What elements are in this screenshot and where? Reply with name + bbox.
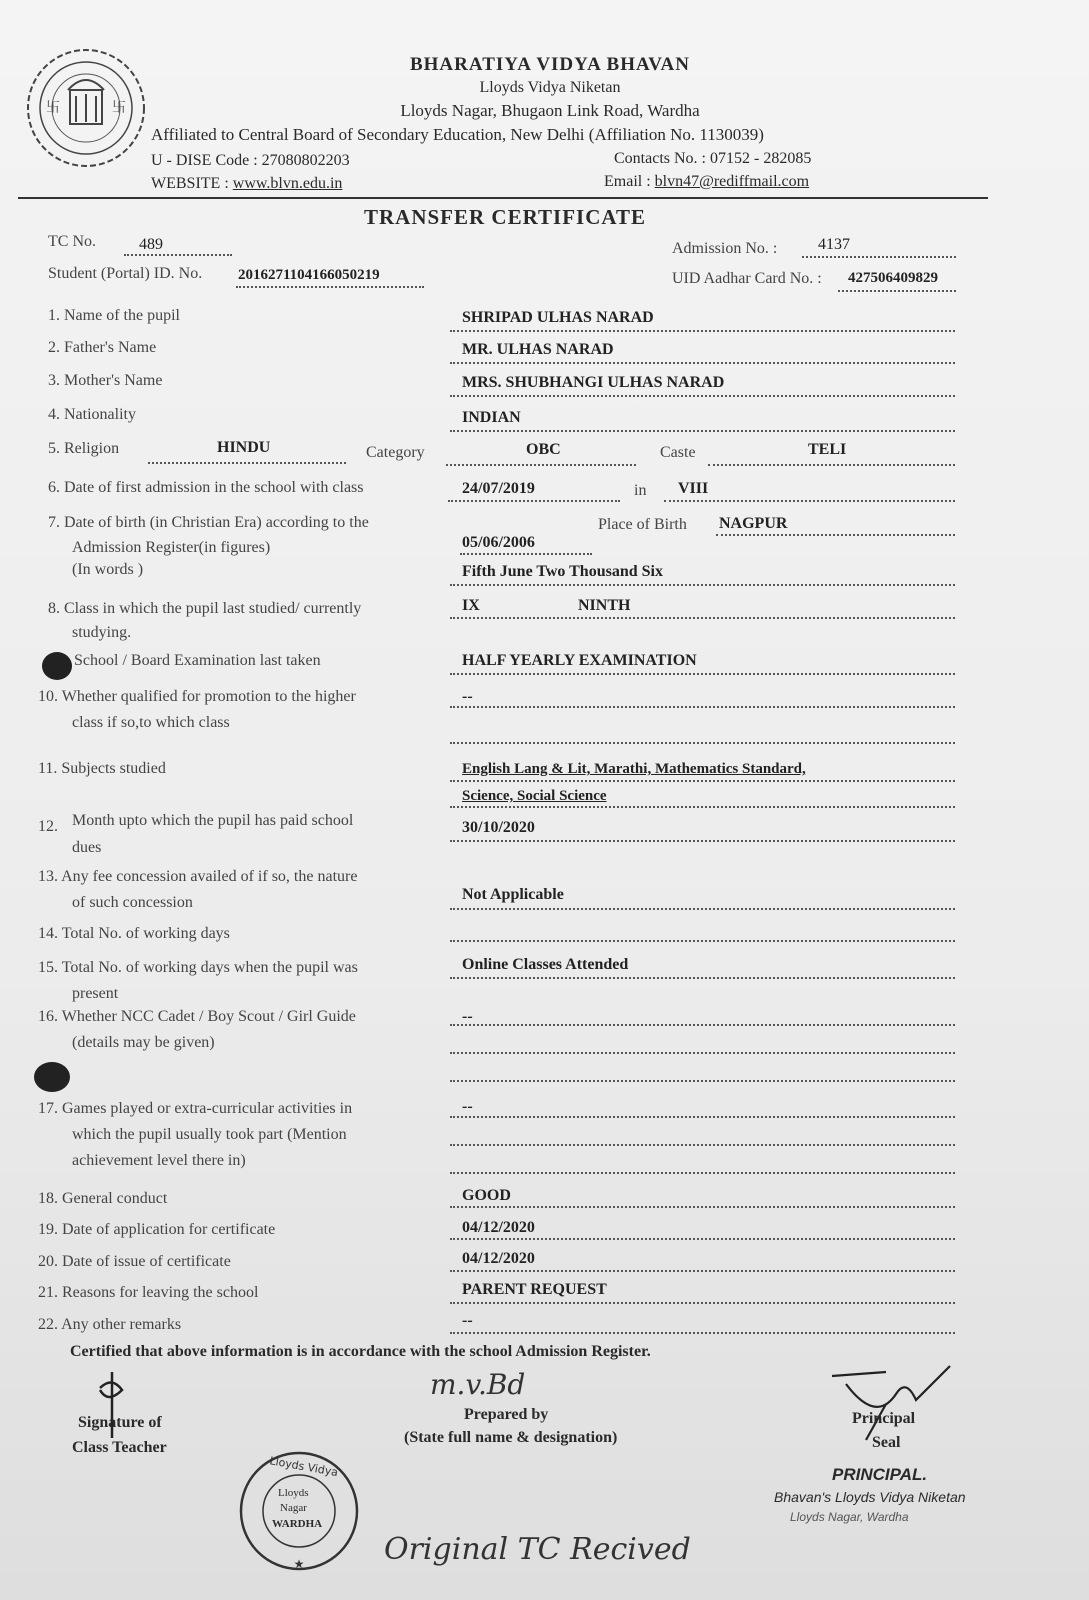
row-12-label-b: dues [72,839,102,856]
website-label: WEBSITE : [151,175,229,192]
games-value: -- [462,1098,473,1115]
class-teacher-label-a: Signature of [78,1414,162,1431]
row-15-label-b: present [72,985,119,1002]
row-15-label-a: 15. Total No. of working days when the pupil was [38,959,358,976]
fee-concession: Not Applicable [462,886,564,903]
issue-date: 04/12/2020 [462,1250,535,1267]
org-name: BHARATIYA VIDYA BHAVAN [409,54,690,75]
email-row [604,173,809,191]
tc-value: 489 [139,236,163,253]
row-7-label-c: (In words ) [72,561,144,578]
mother-name: MRS. SHUBHANGI ULHAS NARAD [462,374,725,391]
first-admission-date: 24/07/2019 [462,480,535,497]
row-2-label: 2. Father's Name [48,339,157,356]
certificate-title: TRANSFER CERTIFICATE [364,205,646,229]
stamp-text-1: Lloyds [278,1487,309,1499]
row-17-label-c: achievement level there in) [72,1152,246,1169]
first-admission-class: VIII [678,480,709,497]
svg-text:卐: 卐 [112,100,126,116]
application-date: 04/12/2020 [462,1219,535,1236]
handwritten-received-note: Original TC Recived [384,1532,691,1567]
class-teacher-label-b: Class Teacher [72,1439,167,1456]
row-7-label-a: 7. Date of birth (in Christian Era) according to the [48,514,369,531]
stamp-text-3: WARDHA [272,1518,323,1530]
prepared-by-label: Prepared by [464,1406,549,1423]
uid-label: UID Aadhar Card No. : [672,270,822,287]
tc-label: TC No. [48,233,96,250]
prepared-signature: m.v.Bd [430,1368,526,1401]
row-11-label: 11. Subjects studied [38,760,166,777]
contacts: Contacts No. : 07152 - 282085 [614,150,812,167]
school-name: Lloyds Vidya Niketan [479,79,621,96]
subjects-a: English Lang & Lit, Marathi, Mathematics Standard, [462,761,806,777]
admission-label: Admission No. : [672,240,778,257]
certified-statement: Certified that above information is in accordance with the school Admission Register. [70,1343,651,1360]
ink-blot [42,652,72,680]
leaving-reason: PARENT REQUEST [462,1281,607,1298]
stamp-text-2: Nagar [280,1502,307,1514]
last-exam: HALF YEARLY EXAMINATION [462,652,697,669]
row-13-label-a: 13. Any fee concession availed of if so, the nature [38,868,358,885]
row-20-label: 20. Date of issue of certificate [38,1253,231,1270]
ncc-value: -- [462,1008,473,1025]
nationality: INDIAN [462,409,521,426]
ink-blot-2 [34,1062,70,1092]
category-label: Category [366,444,425,461]
email-link[interactable]: blvn47@rediffmail.com [654,173,810,190]
udise-code: U - DISE Code : 27080802203 [151,152,350,169]
row-6-label: 6. Date of first admission in the school with class [48,479,364,496]
row-10-label-a: 10. Whether qualified for promotion to the higher [38,688,356,705]
row-8-label-b: studying. [72,624,132,641]
row-8-label-a: 8. Class in which the pupil last studied/ currently [48,600,362,617]
dob-figures: 05/06/2006 [462,534,535,551]
svg-text:Lloyds Vidya: Lloyds Vidya [268,1454,339,1480]
designation-label: (State full name & designation) [404,1429,618,1446]
row-4-label: 4. Nationality [48,406,136,423]
row-22-label: 22. Any other remarks [38,1316,182,1333]
caste-label: Caste [660,444,696,461]
principal-stamp-address: Lloyds Nagar, Wardha [790,1510,909,1524]
general-conduct: GOOD [462,1187,511,1204]
last-class-figures: IX [462,597,480,614]
principal-label: Principal [852,1410,916,1427]
row-3-label: 3. Mother's Name [48,372,163,389]
school-address: Lloyds Nagar, Bhugaon Link Road, Wardha [400,101,700,120]
row-14-label: 14. Total No. of working days [38,925,230,942]
student-id-value: 20162711041660502​19 [238,267,380,283]
father-name: MR. ULHAS NARAD [462,341,614,358]
fees-paid-upto: 30/10/2020 [462,819,535,836]
row-1-label: 1. Name of the pupil [48,307,180,324]
affiliation: Affiliated to Central Board of Secondary Education, New Delhi (Affiliation No. 1130039) [151,125,764,144]
website-row [151,175,342,193]
last-class-words: NINTH [578,597,631,614]
category-value: OBC [526,441,561,458]
principal-signature-icon [826,1364,956,1444]
row-21-label: 21. Reasons for leaving the school [38,1284,259,1301]
website-link[interactable]: www.blvn.edu.in [232,175,343,192]
other-remarks: -- [462,1312,473,1329]
row-5-label: 5. Religion [48,440,120,457]
row-16-label-b: (details may be given) [72,1034,215,1051]
row-17-label-b: which the pupil usually took part (Mention [72,1126,347,1143]
religion: HINDU [217,439,271,456]
uid-value: 427506409829 [848,270,938,286]
seal-label: Seal [872,1434,901,1451]
row-18-label: 18. General conduct [38,1190,168,1207]
row-7-label-b: Admission Register(in figures) [72,539,271,556]
row-17-label-a: 17. Games played or extra-curricular activities in [38,1100,353,1117]
email-label: Email : [604,173,651,190]
place-of-birth-label: Place of Birth [598,516,687,533]
row-12-num: 12. [38,818,58,835]
days-present: Online Classes Attended [462,956,629,973]
principal-stamp-school: Bhavan's Lloyds Vidya Niketan [774,1489,966,1505]
admission-value: 4137 [818,236,850,253]
pupil-name: SHRIPAD ULHAS NARAD [462,309,654,326]
student-id-label: Student (Portal) ID. No. [48,265,203,282]
row-10-label-b: class if so,to which class [72,714,230,731]
svg-text:★: ★ [293,1557,305,1571]
row-19-label: 19. Date of application for certificate [38,1221,276,1238]
caste-value: TELI [808,441,847,458]
row-12-label-a: Month upto which the pupil has paid school [72,812,354,829]
row-16-label-a: 16. Whether NCC Cadet / Boy Scout / Girl Guide [38,1008,356,1025]
place-of-birth: NAGPUR [719,515,788,532]
dob-words: Fifth June Two Thousand Six [462,563,663,580]
header-divider [18,197,988,199]
principal-stamp-title: PRINCIPAL. [832,1465,928,1484]
class-in-label: in [634,482,647,499]
promotion-value: -- [462,688,473,705]
row-13-label-b: of such concession [72,894,193,911]
subjects-b: Science, Social Science [462,788,607,804]
svg-text:卐: 卐 [46,100,60,116]
row-9-label: School / Board Examination last taken [74,652,321,669]
